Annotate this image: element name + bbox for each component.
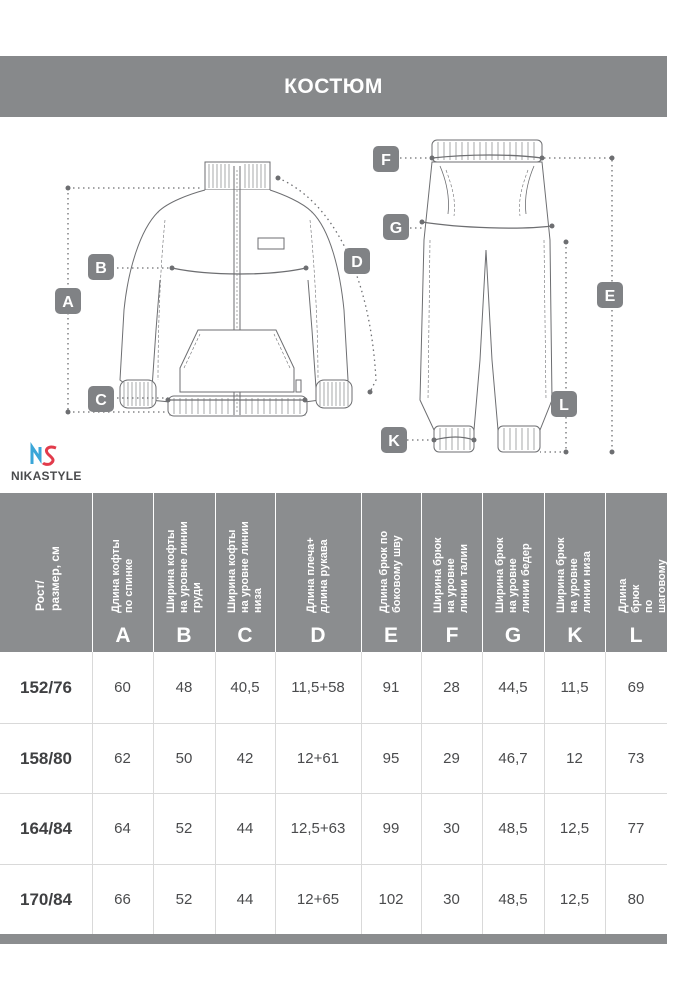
value-cell: 64: [114, 820, 131, 837]
marker-e-label: E: [604, 288, 616, 305]
marker-g: [383, 214, 409, 240]
header-divider: [275, 493, 276, 652]
value-cell: 48: [175, 679, 193, 696]
value-cell: 69: [627, 679, 645, 696]
page-title: КОСТЮМ: [284, 74, 383, 98]
column-header: Ширина брюк на уровне линии талии: [432, 537, 470, 613]
value-cell: 12+65: [296, 891, 340, 908]
marker-a: [55, 288, 81, 314]
value-cell: 11,5: [560, 679, 589, 696]
column-letter: F: [445, 624, 459, 647]
column-header: Рост/ размер, см: [33, 546, 62, 611]
marker-g-label: G: [389, 220, 403, 237]
value-cell: 48,5: [498, 891, 528, 908]
header-divider: [215, 493, 216, 652]
column-letter: A: [115, 624, 131, 647]
value-cell: 12+61: [296, 750, 340, 767]
size-table: [0, 493, 681, 945]
header-divider: [544, 493, 545, 652]
column-letter: B: [176, 624, 192, 647]
column-letter: G: [504, 624, 522, 647]
value-cell: 11,5+58: [291, 679, 345, 696]
marker-k: [381, 427, 407, 453]
marker-k-label: K: [388, 433, 400, 450]
column-header: Длина брюк по боковому шву: [378, 530, 403, 613]
value-cell: 73: [627, 750, 645, 767]
value-cell: 44,5: [498, 679, 528, 696]
value-cell: 62: [114, 750, 131, 767]
column-header: Длина кофты по спинке: [110, 539, 135, 613]
marker-b: [88, 254, 114, 280]
brand-name: NIKASTYLE: [11, 469, 82, 483]
value-cell: 48,5: [498, 820, 528, 837]
size-cell: 170/84: [20, 889, 72, 909]
title-bar: [0, 56, 667, 117]
value-cell: 12,5: [559, 891, 590, 908]
value-cell: 52: [175, 820, 193, 837]
header-divider: [605, 493, 606, 652]
value-cell: 102: [378, 891, 404, 908]
value-cell: 77: [627, 820, 645, 837]
column-header: Ширина брюк на уровне линии бедер: [494, 537, 532, 613]
value-cell: 66: [114, 891, 131, 908]
value-cell: 30: [443, 820, 460, 837]
header-divider: [482, 493, 483, 652]
size-cell: 164/84: [20, 818, 72, 838]
header-divider: [92, 493, 93, 652]
marker-e: [597, 282, 623, 308]
value-cell: 42: [236, 750, 254, 767]
column-letter: E: [383, 624, 398, 647]
size-cell: 152/76: [20, 677, 72, 697]
measurement-diagram: [0, 130, 667, 470]
nikastyle-logo-icon: [30, 444, 60, 466]
header-divider: [361, 493, 362, 652]
column-header: Длина брюк по шаговому шву: [617, 559, 681, 613]
size-cell: 158/80: [20, 748, 72, 768]
marker-l-label: L: [559, 397, 569, 414]
value-cell: 30: [443, 891, 460, 908]
value-cell: 29: [443, 750, 460, 767]
marker-a-label: A: [62, 294, 74, 311]
brand: [8, 444, 98, 488]
marker-c: [88, 386, 114, 412]
marker-f-label: F: [381, 152, 391, 169]
value-cell: 60: [114, 679, 131, 696]
value-cell: 40,5: [230, 679, 260, 696]
value-cell: 95: [382, 750, 400, 767]
pants-drawing: [420, 140, 552, 452]
marker-l: [551, 391, 577, 417]
value-cell: 44: [236, 820, 254, 837]
marker-b-label: B: [95, 260, 107, 277]
column-letter: C: [237, 624, 253, 647]
column-header: Длина плеча+ длина рукава: [305, 537, 330, 613]
value-cell: 12: [566, 750, 583, 767]
column-letter: L: [629, 624, 643, 647]
value-cell: 99: [382, 820, 400, 837]
value-cell: 91: [382, 679, 400, 696]
value-cell: 80: [627, 891, 645, 908]
column-header: Ширина кофты на уровне линии низа: [226, 521, 264, 613]
value-cell: 44: [236, 891, 254, 908]
table-footer-bar: [0, 934, 667, 944]
marker-d: [344, 248, 370, 274]
jacket-drawing: [120, 162, 352, 416]
header-divider: [153, 493, 154, 652]
value-cell: 46,7: [498, 750, 528, 767]
column-letter: K: [567, 624, 583, 647]
value-cell: 12,5: [559, 820, 590, 837]
value-cell: 52: [175, 891, 193, 908]
value-cell: 50: [175, 750, 193, 767]
marker-d-label: D: [351, 254, 363, 271]
column-letter: D: [310, 624, 326, 647]
marker-c-label: C: [95, 392, 107, 409]
marker-f: [373, 146, 399, 172]
value-cell: 12,5+63: [290, 820, 346, 837]
header-divider: [421, 493, 422, 652]
value-cell: 28: [443, 679, 460, 696]
column-header: Ширина кофты на уровне линии груди: [165, 521, 203, 613]
column-header: Ширина брюк на уровне линии низа: [555, 537, 593, 613]
